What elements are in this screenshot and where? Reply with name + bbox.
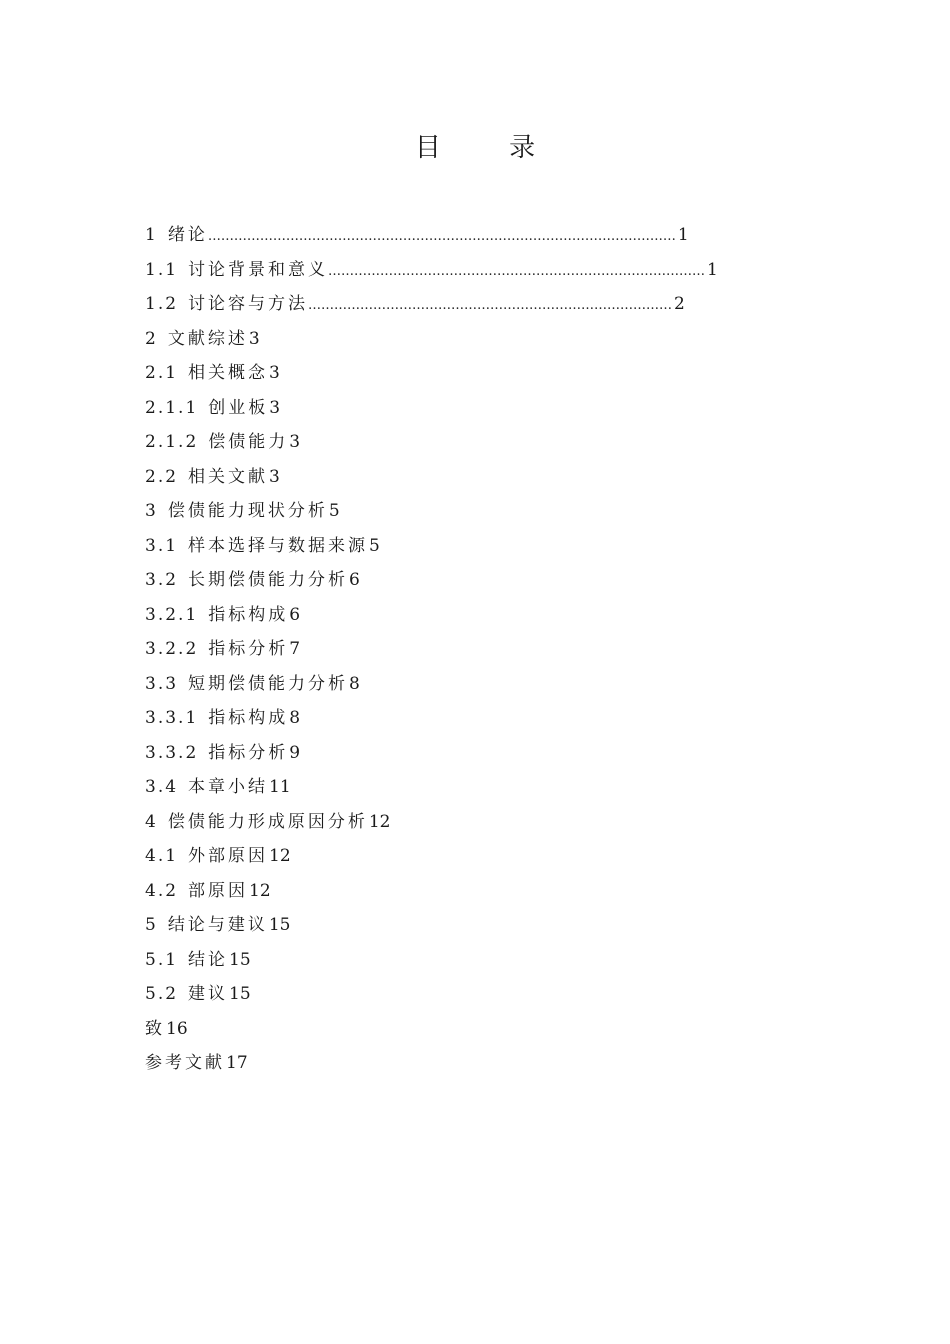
toc-entry-title: 创业板	[208, 397, 269, 418]
toc-leader-dots: ………………………………………………………………………………………………	[207, 229, 676, 244]
toc-entry[interactable]	[145, 287, 815, 322]
toc-entry-number: 1	[145, 225, 158, 245]
toc-entry-title: 偿债能力现状分析	[167, 501, 328, 521]
toc-entry-title: 讨论背景和意义	[188, 259, 329, 280]
toc-entry-number: 2.1	[145, 363, 179, 383]
toc-entry-page-number: 15	[229, 984, 251, 1004]
toc-entry[interactable]	[145, 391, 815, 426]
toc-entry-title: 参考文献	[145, 1053, 225, 1073]
toc-entry-page-number: 3	[248, 328, 260, 349]
toc-entry-number: 2.1.1	[145, 397, 199, 418]
toc-entry[interactable]	[145, 529, 815, 564]
toc-entry-title: 讨论容与方法	[188, 294, 309, 314]
toc-entry-page-number: 6	[349, 570, 360, 590]
toc-entry[interactable]	[145, 908, 815, 943]
toc-entry-title: 指标分析	[208, 639, 289, 659]
toc-entry-title: 外部原因	[188, 846, 269, 866]
toc-entry[interactable]	[145, 874, 815, 909]
toc-entry-title: 长期偿债能力分析	[188, 570, 349, 590]
toc-entry-page-number: 11	[269, 777, 291, 797]
toc-entry-page-number: 9	[289, 742, 301, 763]
toc-entry-page-number: 8	[349, 673, 360, 694]
toc-entry-page-number: 8	[289, 708, 301, 728]
table-of-contents	[145, 218, 815, 1081]
toc-entry-page-number: 1	[707, 259, 718, 280]
toc-entry[interactable]	[145, 667, 815, 702]
toc-entry-title: 偿债能力形成原因分析	[167, 811, 368, 832]
toc-entry-title: 相关文献	[188, 466, 269, 487]
toc-entry[interactable]	[145, 322, 815, 357]
toc-entry-title: 建议	[188, 984, 229, 1004]
toc-entry[interactable]	[145, 736, 815, 771]
toc-entry-number: 5	[145, 915, 158, 935]
toc-entry-number: 3.3.1	[145, 708, 199, 728]
toc-entry-page-number: 17	[226, 1053, 248, 1073]
toc-entry-page-number: 3	[269, 397, 281, 418]
toc-entry-number: 1.1	[145, 259, 179, 280]
toc-entry-page-number: 12	[368, 811, 391, 832]
toc-entry[interactable]	[145, 494, 815, 529]
toc-entry[interactable]	[145, 598, 815, 633]
toc-entry-page-number: 5	[328, 501, 340, 521]
toc-entry-number: 5.2	[145, 984, 179, 1004]
toc-leader-dots: ……………………………………………………………………………	[328, 263, 706, 279]
toc-entry[interactable]	[145, 943, 815, 978]
toc-entry[interactable]	[145, 977, 815, 1012]
toc-title: 目 录	[414, 133, 566, 163]
toc-entry[interactable]	[145, 356, 815, 391]
toc-entry[interactable]	[145, 425, 815, 460]
toc-entry-number: 1.2	[145, 294, 179, 314]
toc-entry-title: 致	[145, 1018, 165, 1039]
toc-entry-title: 结论	[188, 949, 229, 970]
toc-entry-title: 偿债能力	[208, 432, 289, 452]
toc-entry-title: 指标构成	[208, 604, 289, 625]
toc-entry-title: 绪论	[167, 225, 208, 245]
toc-entry-page-number: 12	[249, 880, 271, 901]
toc-leader-dots: …………………………………………………………………………	[308, 298, 673, 313]
toc-entry-page-number: 3	[269, 466, 280, 487]
toc-entry-page-number: 1	[677, 225, 689, 245]
toc-entry[interactable]	[145, 1046, 815, 1081]
toc-entry-number: 2.2	[145, 466, 179, 487]
toc-entry-number: 3.2.1	[145, 604, 199, 625]
toc-entry-number: 4	[145, 811, 158, 832]
toc-entry-title: 相关概念	[188, 363, 269, 383]
toc-entry-title: 指标构成	[208, 708, 289, 728]
toc-entry-page-number: 5	[369, 535, 380, 556]
toc-entry-number: 2.1.2	[145, 432, 199, 452]
toc-entry[interactable]	[145, 839, 815, 874]
toc-entry-number: 5.1	[145, 949, 179, 970]
toc-entry[interactable]	[145, 460, 815, 495]
toc-entry-number: 4.1	[145, 846, 179, 866]
toc-entry-page-number: 12	[269, 846, 291, 866]
toc-entry[interactable]	[145, 805, 815, 840]
toc-entry-title: 指标分析	[208, 742, 289, 763]
toc-entry-page-number: 3	[269, 363, 280, 383]
toc-entry[interactable]	[145, 1012, 815, 1047]
toc-entry-title: 短期偿债能力分析	[188, 673, 349, 694]
toc-entry-number: 3.3.2	[145, 742, 199, 763]
toc-entry-page-number: 15	[268, 915, 291, 935]
toc-entry-page-number: 6	[289, 604, 301, 625]
toc-entry-number: 3.2.2	[145, 639, 199, 659]
toc-entry-page-number: 3	[289, 432, 301, 452]
toc-entry-number: 3.3	[145, 673, 179, 694]
toc-entry-page-number: 15	[229, 949, 251, 970]
toc-entry-number: 3	[145, 501, 158, 521]
toc-entry[interactable]	[145, 253, 815, 288]
toc-entry-page-number: 2	[674, 294, 685, 314]
toc-entry[interactable]	[145, 563, 815, 598]
toc-entry-title: 样本选择与数据来源	[188, 535, 369, 556]
toc-entry-title: 结论与建议	[167, 915, 268, 935]
toc-entry[interactable]	[145, 770, 815, 805]
toc-entry[interactable]	[145, 632, 815, 667]
toc-entry[interactable]	[145, 701, 815, 736]
toc-entry-number: 3.2	[145, 570, 179, 590]
toc-entry-number: 4.2	[145, 880, 179, 901]
toc-entry-title: 部原因	[188, 880, 249, 901]
toc-entry-number: 2	[145, 328, 158, 349]
toc-entry-title: 文献综述	[167, 328, 248, 349]
toc-entry-title: 本章小结	[188, 777, 269, 797]
toc-entry-number: 3.4	[145, 777, 179, 797]
toc-entry-number: 3.1	[145, 535, 179, 556]
toc-entry-page-number: 7	[289, 639, 301, 659]
toc-entry[interactable]	[145, 218, 815, 253]
toc-entry-page-number: 16	[166, 1018, 188, 1039]
